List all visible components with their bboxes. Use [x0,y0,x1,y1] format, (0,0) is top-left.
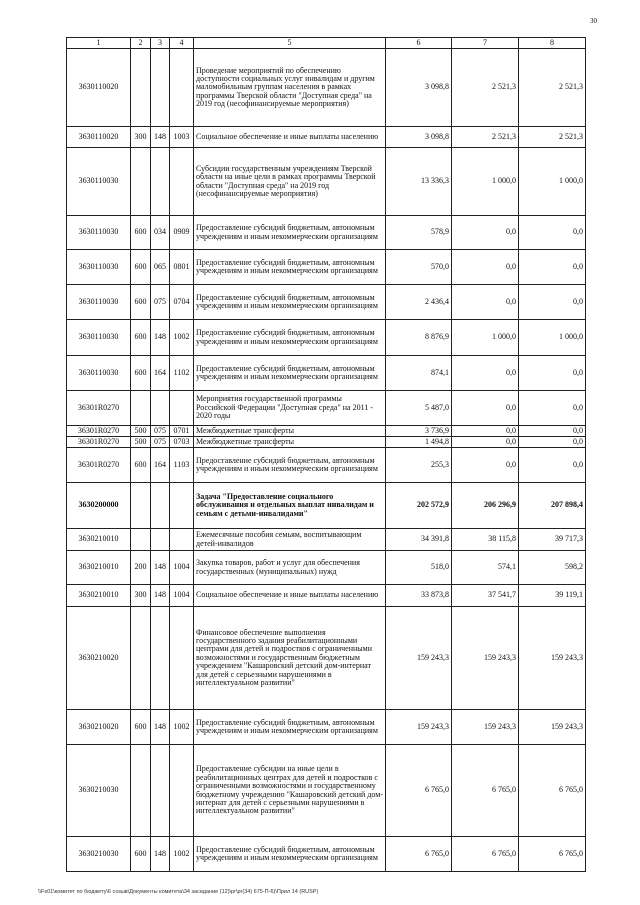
section-code-cell: 0701 [170,426,194,437]
admin-code-cell: 075 [151,426,170,437]
target-code-cell: 36301R0270 [67,437,131,448]
amount-2021-cell: 0,0 [519,448,586,483]
amount-2019-cell: 3 098,8 [386,127,452,148]
amount-2019-cell: 6 765,0 [386,837,452,872]
target-code-cell: 3630210010 [67,551,131,585]
description-cell: Задача "Предоставление социального обслуживания и отдельных выплат инвалидам и семьям с детьми-инвалидами" [194,483,386,529]
section-code-cell: 1004 [170,585,194,607]
admin-code-cell: 075 [151,437,170,448]
section-code-cell: 0704 [170,285,194,320]
admin-code-cell [151,148,170,216]
amount-2020-cell: 1 000,0 [452,148,519,216]
amount-2019-cell: 13 336,3 [386,148,452,216]
target-code-cell: 3630210030 [67,745,131,837]
table-row [67,250,586,285]
expense-type-cell: 600 [131,285,151,320]
header-cell: 7 [452,38,519,49]
amount-2020-cell: 2 521,3 [452,127,519,148]
section-code-cell: 1002 [170,320,194,356]
table-row [67,551,586,585]
amount-2020-cell: 0,0 [452,285,519,320]
amount-2020-cell: 159 243,3 [452,710,519,745]
amount-2021-cell: 6 765,0 [519,837,586,872]
amount-2021-cell: 598,2 [519,551,586,585]
target-code-cell: 36301R0270 [67,448,131,483]
target-code-cell: 3630210010 [67,529,131,551]
section-code-cell: 1103 [170,448,194,483]
budget-table [66,37,586,872]
amount-2020-cell: 0,0 [452,250,519,285]
header-cell: 1 [67,38,131,49]
amount-2021-cell: 0,0 [519,285,586,320]
amount-2019-cell: 33 873,8 [386,585,452,607]
amount-2020-cell: 206 296,9 [452,483,519,529]
amount-2021-cell: 159 243,3 [519,607,586,710]
table-row [67,745,586,837]
amount-2021-cell: 2 521,3 [519,49,586,127]
amount-2019-cell: 578,9 [386,216,452,250]
description-cell: Закупка товаров, работ и услуг для обеспечения государственных (муниципальных) нужд [194,551,386,585]
admin-code-cell [151,49,170,127]
table-row [67,585,586,607]
admin-code-cell [151,391,170,426]
amount-2019-cell: 255,3 [386,448,452,483]
amount-2019-cell: 3 098,8 [386,49,452,127]
section-code-cell [170,148,194,216]
amount-2021-cell: 0,0 [519,250,586,285]
admin-code-cell [151,607,170,710]
expense-type-cell [131,529,151,551]
expense-type-cell: 600 [131,250,151,285]
description-cell: Предоставление субсидий бюджетным, автономным учреждениям и иным некоммерческим организациям [194,448,386,483]
amount-2019-cell: 202 572,9 [386,483,452,529]
amount-2019-cell: 874,1 [386,356,452,391]
amount-2021-cell: 0,0 [519,437,586,448]
description-cell: Проведение мероприятий по обеспечению доступности социальных услуг инвалидам и другим маломобильным группам населения в рамках программы Тверской области "Доступная среда" на 2019 год (несофинансируемые мероприятия) [194,49,386,127]
amount-2021-cell: 0,0 [519,356,586,391]
section-code-cell [170,49,194,127]
target-code-cell: 3630110030 [67,250,131,285]
admin-code-cell [151,483,170,529]
table-row [67,49,586,127]
admin-code-cell: 148 [151,320,170,356]
admin-code-cell [151,529,170,551]
expense-type-cell: 600 [131,216,151,250]
target-code-cell: 3630210010 [67,585,131,607]
expense-type-cell [131,745,151,837]
amount-2019-cell: 3 736,9 [386,426,452,437]
amount-2021-cell: 0,0 [519,426,586,437]
table-body [67,49,586,872]
table-row [67,483,586,529]
header-cell: 3 [151,38,170,49]
header-cell: 8 [519,38,586,49]
target-code-cell: 36301R0270 [67,391,131,426]
description-cell: Предоставление субсидий бюджетным, автономным учреждениям и иным некоммерческим организациям [194,320,386,356]
header-row [67,38,586,49]
amount-2019-cell: 159 243,3 [386,607,452,710]
amount-2020-cell: 0,0 [452,391,519,426]
section-code-cell [170,483,194,529]
target-code-cell: 3630200000 [67,483,131,529]
table-row [67,437,586,448]
section-code-cell [170,529,194,551]
amount-2020-cell: 0,0 [452,437,519,448]
header-cell: 4 [170,38,194,49]
table-row [67,356,586,391]
amount-2020-cell: 159 243,3 [452,607,519,710]
section-code-cell: 0801 [170,250,194,285]
description-cell: Ежемесячные пособия семьям, воспитывающим детей-инвалидов [194,529,386,551]
expense-type-cell: 500 [131,426,151,437]
amount-2020-cell: 38 115,8 [452,529,519,551]
target-code-cell: 3630110020 [67,127,131,148]
expense-type-cell [131,607,151,710]
section-code-cell: 1003 [170,127,194,148]
section-code-cell [170,391,194,426]
admin-code-cell: 148 [151,551,170,585]
expense-type-cell: 600 [131,320,151,356]
amount-2021-cell: 1 000,0 [519,320,586,356]
section-code-cell: 0909 [170,216,194,250]
amount-2021-cell: 2 521,3 [519,127,586,148]
amount-2020-cell: 0,0 [452,426,519,437]
amount-2019-cell: 2 436,4 [386,285,452,320]
target-code-cell: 3630210030 [67,837,131,872]
amount-2020-cell: 574,1 [452,551,519,585]
description-cell: Предоставление субсидий бюджетным, автономным учреждениям и иным некоммерческим организациям [194,356,386,391]
section-code-cell: 0703 [170,437,194,448]
amount-2020-cell: 2 521,3 [452,49,519,127]
table-row [67,426,586,437]
target-code-cell: 3630110030 [67,285,131,320]
amount-2020-cell: 0,0 [452,448,519,483]
expense-type-cell [131,483,151,529]
table-row [67,710,586,745]
table-row [67,391,586,426]
description-cell: Предоставление субсидий бюджетным, автономным учреждениям и иным некоммерческим организациям [194,216,386,250]
description-cell: Межбюджетные трансферты [194,437,386,448]
amount-2020-cell: 6 765,0 [452,837,519,872]
header-cell: 6 [386,38,452,49]
amount-2020-cell: 37 541,7 [452,585,519,607]
admin-code-cell: 065 [151,250,170,285]
amount-2019-cell: 570,0 [386,250,452,285]
section-code-cell [170,607,194,710]
section-code-cell: 1002 [170,837,194,872]
admin-code-cell: 164 [151,448,170,483]
section-code-cell: 1004 [170,551,194,585]
section-code-cell: 1002 [170,710,194,745]
table-row [67,837,586,872]
header-cell: 5 [194,38,386,49]
description-cell: Предоставление субсидий бюджетным, автономным учреждениям и иным некоммерческим организациям [194,285,386,320]
target-code-cell: 3630110030 [67,216,131,250]
amount-2019-cell: 5 487,0 [386,391,452,426]
admin-code-cell: 075 [151,285,170,320]
amount-2021-cell: 0,0 [519,216,586,250]
expense-type-cell: 300 [131,585,151,607]
table-row [67,148,586,216]
header-cell: 2 [131,38,151,49]
admin-code-cell: 148 [151,837,170,872]
description-cell: Предоставление субсидии на иные цели в реабилитационных центрах для детей и подростков с ограниченными возможностями и государственному бюджетному учреждению "Кашаровский детский дом-интернат для детей с серьезными нарушениями в интеллектуальном развитии" [194,745,386,837]
amount-2021-cell: 39 717,3 [519,529,586,551]
expense-type-cell: 600 [131,356,151,391]
amount-2020-cell: 6 765,0 [452,745,519,837]
footer-file-path: \\Fs01\комитет по бюджету\6 созыв\Документы комитета\34 заседание (12)\pr\pr(34) 675-П-6)\Прил 14 (RUSP) [38,889,319,895]
amount-2020-cell: 0,0 [452,216,519,250]
expense-type-cell: 500 [131,437,151,448]
admin-code-cell: 148 [151,585,170,607]
admin-code-cell: 148 [151,710,170,745]
amount-2019-cell: 1 494,8 [386,437,452,448]
expense-type-cell: 600 [131,710,151,745]
target-code-cell: 3630210020 [67,710,131,745]
amount-2021-cell: 39 119,1 [519,585,586,607]
amount-2019-cell: 159 243,3 [386,710,452,745]
admin-code-cell: 034 [151,216,170,250]
amount-2020-cell: 1 000,0 [452,320,519,356]
table-row [67,127,586,148]
expense-type-cell: 300 [131,127,151,148]
expense-type-cell: 200 [131,551,151,585]
amount-2021-cell: 0,0 [519,391,586,426]
amount-2021-cell: 1 000,0 [519,148,586,216]
page-number: 30 [590,17,597,25]
amount-2019-cell: 6 765,0 [386,745,452,837]
description-cell: Межбюджетные трансферты [194,426,386,437]
section-code-cell: 1102 [170,356,194,391]
target-code-cell: 3630110030 [67,148,131,216]
amount-2021-cell: 6 765,0 [519,745,586,837]
target-code-cell: 3630210020 [67,607,131,710]
table-row [67,529,586,551]
admin-code-cell [151,745,170,837]
amount-2020-cell: 0,0 [452,356,519,391]
table-row [67,607,586,710]
table-row [67,320,586,356]
target-code-cell: 3630110030 [67,320,131,356]
amount-2019-cell: 34 391,8 [386,529,452,551]
section-code-cell [170,745,194,837]
table-row [67,216,586,250]
description-cell: Финансовое обеспечение выполнения государственного задания реабилитационными центрами для детей и подростков с ограниченными возможностями и государственным бюджетным учреждением "Кашаровский детский дом-интернат для детей с серьезными нарушениями в интеллектуальном развитии" [194,607,386,710]
description-cell: Социальное обеспечение и иные выплаты населению [194,127,386,148]
target-code-cell: 36301R0270 [67,426,131,437]
description-cell: Предоставление субсидий бюджетным, автономным учреждениям и иным некоммерческим организациям [194,250,386,285]
amount-2021-cell: 207 898,4 [519,483,586,529]
amount-2019-cell: 518,0 [386,551,452,585]
target-code-cell: 3630110020 [67,49,131,127]
expense-type-cell [131,391,151,426]
expense-type-cell: 600 [131,837,151,872]
description-cell: Предоставление субсидий бюджетным, автономным учреждениям и иным некоммерческим организациям [194,837,386,872]
description-cell: Социальное обеспечение и иные выплаты населению [194,585,386,607]
expense-type-cell [131,49,151,127]
target-code-cell: 3630110030 [67,356,131,391]
amount-2019-cell: 8 876,9 [386,320,452,356]
admin-code-cell: 148 [151,127,170,148]
amount-2021-cell: 159 243,3 [519,710,586,745]
expense-type-cell [131,148,151,216]
description-cell: Субсидии государственным учреждениям Тверской области на иные цели в рамках программы Тверской области "Доступная среда" на 2019 год (несофинансируемые мероприятия) [194,148,386,216]
description-cell: Предоставление субсидий бюджетным, автономным учреждениям и иным некоммерческим организациям [194,710,386,745]
table-row [67,285,586,320]
table-row [67,448,586,483]
description-cell: Мероприятия государственной программы Российской Федерации "Доступная среда" на 2011 - 2020 годы [194,391,386,426]
expense-type-cell: 600 [131,448,151,483]
admin-code-cell: 164 [151,356,170,391]
